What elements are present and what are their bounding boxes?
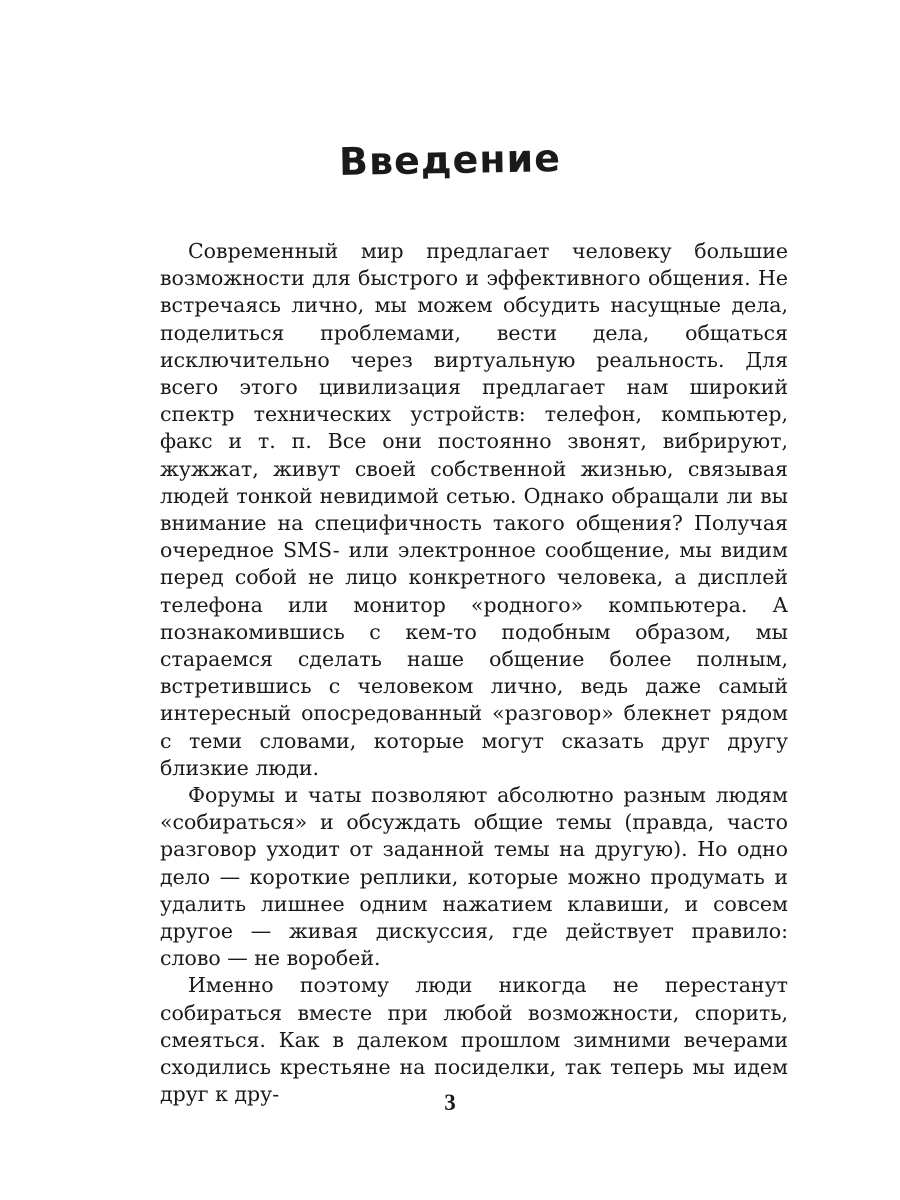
body-text	[160, 238, 788, 1109]
paragraph-3: Именно поэтому люди никогда не перестанут собираться вместе при любой возможности, спорить, смеяться. Как в далеком прошлом зимними вечерами сходились крестьяне на посиделки, так теперь мы идем друг к дру-	[160, 973, 788, 1107]
paragraph-2: Форумы и чаты позволяют абсолютно разным людям «собираться» и обсуждать общие темы (правда, часто разговор уходит от заданной темы на другую). Но одно дело — короткие реплики, которые можно продумать и удалить лишнее одним нажатием клавиши, и совсем другое — живая дискуссия, где действует правило: слово — не воробей.	[160, 783, 788, 971]
paragraph-1: Современный мир предлагает человеку большие возможности для быстрого и эффективного общения. Не встречаясь лично, мы можем обсудить насущные дела, поделиться проблемами, вести дела, общаться исключительно через виртуальную реальность. Для всего этого цивилизация предлагает нам широкий спектр технических устройств: телефон, компьютер, факс и т. п. Все они постоянно звонят, вибрируют, жужжат, живут своей собственной жизнью, связывая людей тонкой невидимой сетью. Однако обращали ли вы внимание на специфичность такого общения? Получая очередное SMS- или электронное сообщение, мы видим перед собой не лицо конкретного человека, а дисплей телефона или монитор «родного» компьютера. А познакомившись с кем-то подобным образом, мы стараемся сделать наше общение более полным, встретившись с человеком лично, ведь даже самый интересный опосредованный «разговор» блекнет рядом с теми словами, которые могут сказать друг другу близкие люди.	[160, 239, 788, 780]
chapter-title: Введение	[338, 136, 562, 184]
page-number: 3	[444, 1090, 456, 1115]
